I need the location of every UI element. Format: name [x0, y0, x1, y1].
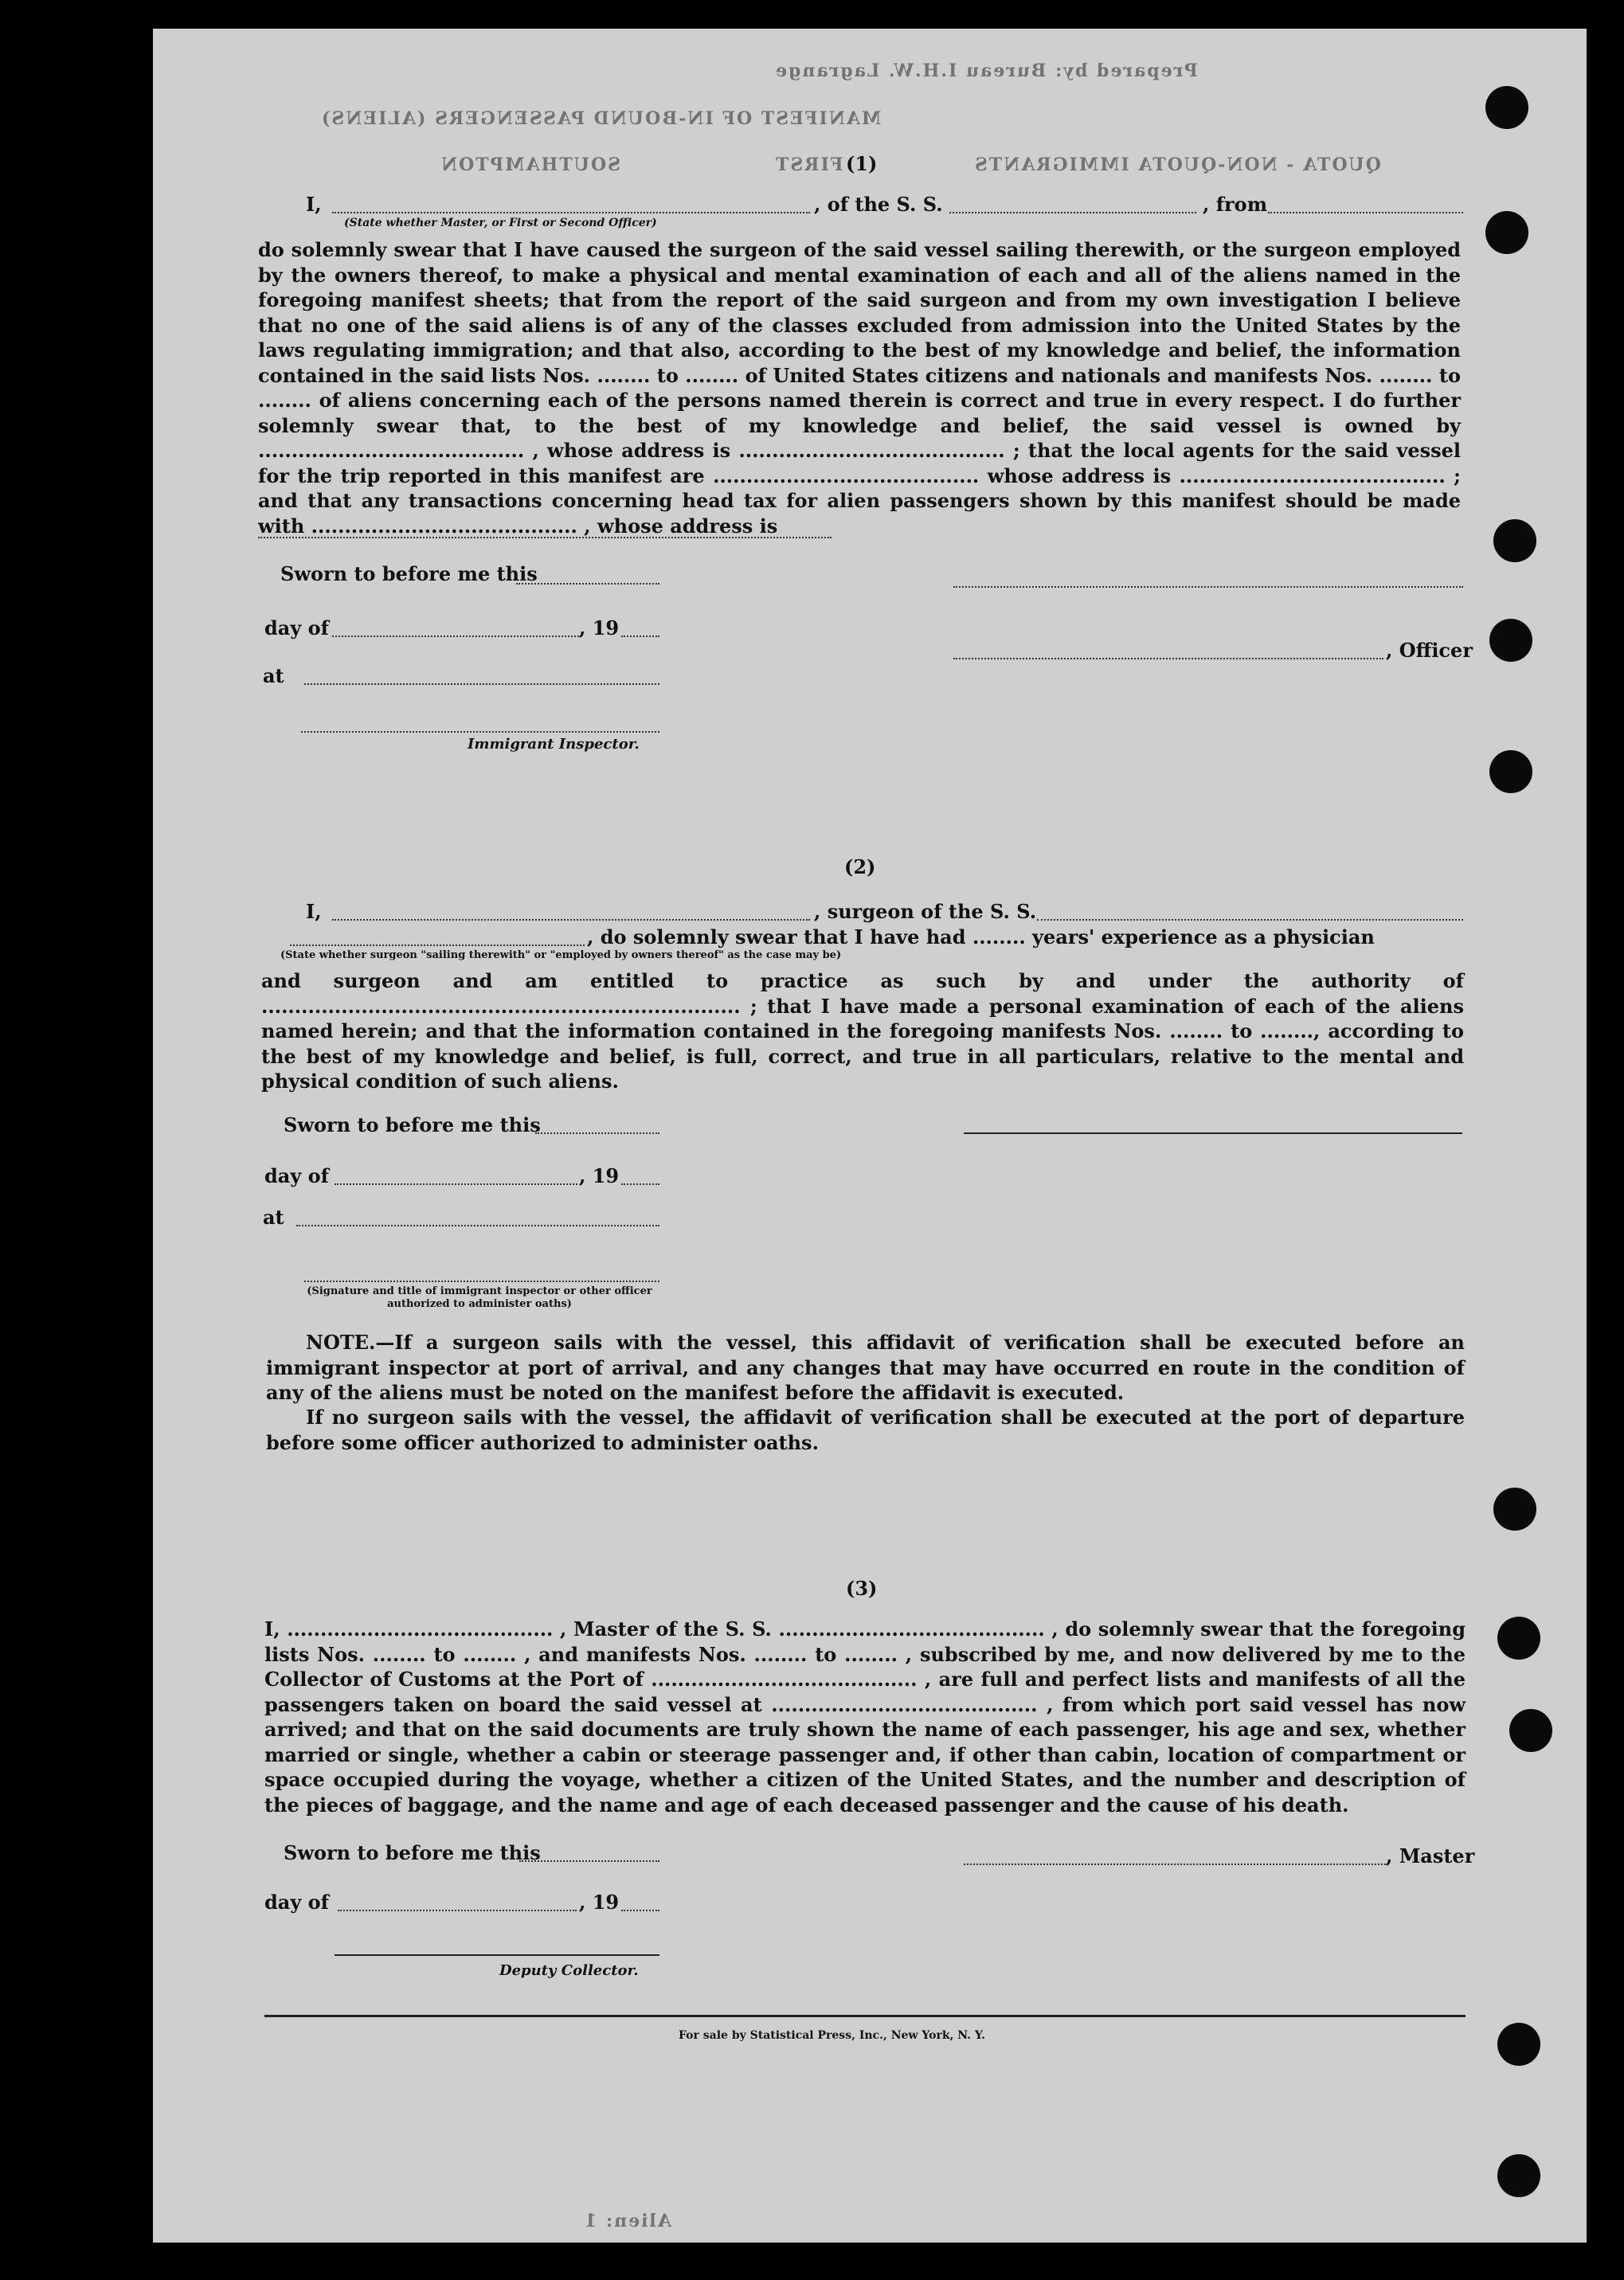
master-sworn-line[interactable] — [519, 1860, 659, 1862]
punch-hole — [1485, 86, 1528, 129]
section1-from: , from — [1203, 193, 1268, 216]
surgeon-year-line[interactable] — [621, 1183, 659, 1185]
section1-i: I, — [306, 193, 322, 216]
section3-day-of: day of — [264, 1891, 329, 1914]
manifest-page — [153, 29, 1587, 2243]
punch-hole — [1485, 211, 1528, 254]
section2-at: at — [263, 1206, 284, 1229]
signature-note: (Signature and title of immigrant inspector or other officer authorized to administer oaths) — [307, 1285, 652, 1310]
master-signature-line[interactable] — [964, 1863, 1386, 1865]
surgeon-day-line[interactable] — [335, 1183, 577, 1185]
section1-body: do solemnly swear that I have caused the surgeon of the said vessel sailing therewith, or the surgeon employed by the owners thereof, to make a physical and mental examination of each and all of the aliens named in the foregoing manifest sheets; that from the report of the said surgeon and from my own investigation I believe that no one of the said aliens is of any of the classes excluded from admission into the United States by the laws regulating immigration; and that also, according to the best of my knowledge and belief, the information contained in the said lists Nos. ........ to ........ of United States citizens and nationals and manifests Nos. ........ to ........ of aliens concerning each of the persons named therein is correct and true in every respect. I do further solemnly swear that, to the best of my knowledge and belief, the said vessel is owned by ........................................ , whose address is ........................................ ; that the local agents for the said vessel for the trip reported in this manifest are ........................................ whose address is ........................................ ; and that any transactions concerning head tax for alien passengers shown by this manifest should be made with ........................................ , whose address is — [258, 238, 1461, 538]
surgeon-vessel-line[interactable] — [1037, 919, 1463, 921]
faint-header-line: MANIFEST OF IN-BOUND PASSENGERS (ALIENS) — [320, 108, 882, 129]
section1-of-ss: , of the S. S. — [814, 193, 943, 216]
punch-hole — [1497, 1617, 1540, 1660]
inspector2-signature-line[interactable] — [304, 1281, 659, 1282]
section2-note — [266, 1330, 1465, 1406]
section1-day-of: day of — [264, 616, 329, 639]
master-year-line[interactable] — [621, 1910, 659, 1911]
inspector-label: Immigrant Inspector. — [468, 736, 640, 753]
section2-i: I, — [306, 900, 322, 923]
section1-number: (1) — [846, 152, 878, 175]
punch-hole — [1497, 2023, 1540, 2066]
collector-signature-line[interactable] — [335, 1954, 659, 1956]
head-tax-address-line[interactable] — [258, 537, 832, 538]
section3-number: (3) — [846, 1577, 878, 1600]
vessel-name-line[interactable] — [949, 212, 1196, 213]
day-line[interactable] — [332, 636, 579, 637]
section3-master: , Master — [1386, 1844, 1475, 1867]
at-line[interactable] — [304, 683, 659, 685]
officer-title-line[interactable] — [953, 658, 1383, 659]
section2-year: , 19 — [579, 1164, 620, 1187]
faint-header-class: FIRST — [774, 154, 843, 175]
from-port-line[interactable] — [1268, 212, 1463, 213]
inspector-signature-line[interactable] — [301, 731, 659, 733]
section3-sworn: Sworn to before me this — [284, 1841, 541, 1864]
section1-at: at — [263, 664, 284, 687]
footer-rule — [264, 2015, 1466, 2017]
faint-header-quota: QUOTA - NON-QUOTA IMMIGRANTS — [973, 154, 1381, 175]
section2-note2: If no surgeon sails with the vessel, the affidavit of verification shall be executed at the port of departure before some officer authorized to administer oaths. — [266, 1406, 1465, 1454]
punch-hole — [1497, 2154, 1540, 2197]
punch-hole — [1509, 1709, 1552, 1752]
year-line[interactable] — [621, 636, 659, 637]
section2-swear: , do solemnly swear that I have had ........ years' experience as a physician — [587, 925, 1375, 948]
sworn-date-line[interactable] — [516, 583, 659, 585]
section1-year: , 19 — [579, 616, 620, 639]
surgeon-sworn-line[interactable] — [535, 1132, 659, 1134]
section2-surgeon-of: , surgeon of the S. S. — [814, 900, 1037, 923]
section2-body: and surgeon and am entitled to practice as such by and under the authority of ........................................................................ ; that I have made a personal examination of each of the aliens named herein; and that the information contained in the foregoing manifests Nos. ........ to ........, according to the best of my knowledge and belief, is full, correct, and true in all particulars, relative to the mental and physical condition of such aliens. — [261, 969, 1464, 1093]
section1-officer: , Officer — [1386, 639, 1473, 662]
surgeon-status-line[interactable] — [290, 944, 585, 946]
surgeon-at-line[interactable] — [296, 1225, 659, 1226]
section3-year: , 19 — [579, 1891, 620, 1914]
surgeon-name-line[interactable] — [332, 919, 810, 921]
section2-sworn: Sworn to before me this — [284, 1113, 541, 1136]
punch-hole — [1493, 1488, 1536, 1531]
section2-day-of: day of — [264, 1164, 329, 1187]
officer-note: (State whether Master, or First or Second Officer) — [344, 217, 657, 229]
faint-header-port: SOUTHAMPTON — [440, 154, 621, 175]
section1-sworn: Sworn to before me this — [280, 562, 538, 585]
note-text: —If a surgeon sails with the vessel, this affidavit of verification shall be executed before an immigrant inspector at port of arrival, and any changes that may have occurred en route in the condition of any of the aliens must be noted on the manifest before the affidavit is executed. — [266, 1331, 1465, 1404]
note-label: NOTE. — [306, 1331, 376, 1354]
section3-body: I, ........................................ , Master of the S. S. ........................................ , do solemnly swear that the foregoing lists Nos. ........ to ........ , and manifests Nos. ........ to ........ , subscribed by me, and now delivered by me to the Collector of Customs at the Port of ........................................ , are full and perfect lists and manifests of all the passengers taken on board the said vessel at ........................................ , from which port said vessel has now arrived; and that on the said documents are truly shown the name of each passenger, his age and sex, whether married or single, whether a cabin or steerage passenger and, if other than cabin, location of compartment or space occupied during the voyage, whether a citizen of the United States, and the number and description of the pieces of baggage, and the name and age of each deceased passenger and the cause of his death. — [264, 1617, 1466, 1817]
punch-hole — [1489, 619, 1532, 662]
collector-label: Deputy Collector. — [499, 1962, 639, 1979]
surgeon-note: (State whether surgeon "sailing therewith" or "employed by owners thereof" as the case may be) — [280, 949, 842, 961]
section2-number: (2) — [844, 855, 876, 878]
master-day-line[interactable] — [338, 1910, 577, 1911]
officer-signature-line[interactable] — [953, 586, 1463, 588]
faint-bottom-text: Alien: 1 — [583, 2211, 671, 2231]
officer-name-line[interactable] — [332, 212, 810, 213]
surgeon-signature-line[interactable] — [964, 1132, 1462, 1134]
punch-hole — [1489, 750, 1532, 793]
printer-line: For sale by Statistical Press, Inc., New York, N. Y. — [679, 2029, 985, 2042]
punch-hole — [1493, 519, 1536, 562]
faint-prepared-by: Prepared by: Bureau I.H.W. Lagrange — [774, 61, 1198, 81]
